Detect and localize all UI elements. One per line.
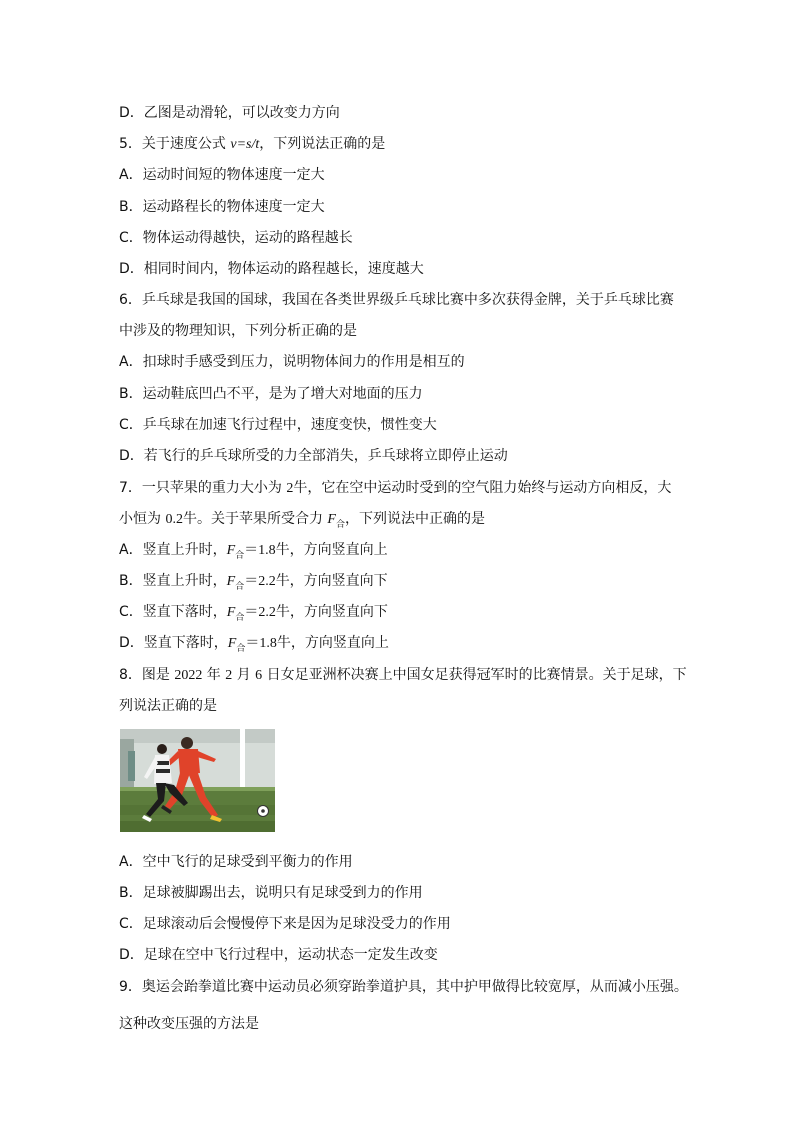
equals-sign: ＝ xyxy=(244,573,259,589)
option-text-2: 牛，方向竖直向下 xyxy=(275,573,388,589)
q8-text-3: 月 xyxy=(232,667,256,683)
q6-option-c: C．乒乓球在加速飞行过程中，速度变快，惯性变大 xyxy=(119,417,437,433)
force-subscript: 合 xyxy=(236,644,246,654)
option-text-2: 牛，方向竖直向上 xyxy=(276,635,389,651)
speed-formula: v=s/t xyxy=(230,137,260,152)
force-value: 2.2 xyxy=(258,605,276,620)
q7-text-3: 小恒为 xyxy=(119,511,166,527)
q6-option-d: D．若飞行的乒乓球所受的力全部消失，乒乓球将立即停止运动 xyxy=(119,448,508,464)
q7-option-c xyxy=(119,603,388,623)
q8-text-4: 日女足亚洲杯决赛上中国女足获得冠军时的比赛情景。关于足球，下 xyxy=(262,667,687,683)
option-text: A．竖直上升时， xyxy=(119,542,227,558)
force-symbol: F xyxy=(327,512,336,527)
force-subscript: 合 xyxy=(235,551,245,561)
option-text: D．竖直下落时， xyxy=(119,635,228,651)
q6-option-b: B．运动鞋底凹凸不平，是为了增大对地面的压力 xyxy=(119,386,423,402)
q8-stem-line1 xyxy=(119,666,687,685)
option-text-2: 牛，方向竖直向下 xyxy=(275,604,388,620)
option-text-2: 牛，方向竖直向上 xyxy=(275,542,388,558)
q7-option-b xyxy=(119,572,388,592)
year: 2022 xyxy=(174,668,203,683)
force-symbol: F xyxy=(226,605,236,620)
force-symbol: F xyxy=(226,543,236,558)
option-text: B．竖直上升时， xyxy=(119,573,227,589)
force-symbol: F xyxy=(226,574,236,589)
q7-stem-line2 xyxy=(119,510,485,530)
q7-text-5: ，下列说法中正确的是 xyxy=(344,511,485,527)
q9-stem-line1: 9．奥运会跆拳道比赛中运动员必须穿跆拳道护具，其中护甲做得比较宽厚，从而减小压强。 xyxy=(119,979,688,995)
q8-text-2: 年 xyxy=(202,667,226,683)
day: 6 xyxy=(255,668,263,683)
month: 2 xyxy=(225,668,233,683)
option-text: C．竖直下落时， xyxy=(119,604,227,620)
q7-text-4: 牛。关于苹果所受合力 xyxy=(182,511,328,527)
force-symbol: F xyxy=(227,636,237,651)
q8-option-d: D．足球在空中飞行过程中，运动状态一定发生改变 xyxy=(119,947,438,963)
q5-stem-text: 5．关于速度公式 xyxy=(119,136,231,152)
q5-option-c: C．物体运动得越快，运动的路程越长 xyxy=(119,230,353,246)
q8-option-a: A．空中飞行的足球受到平衡力的作用 xyxy=(119,854,353,870)
air-resistance-value: 0.2 xyxy=(165,512,183,527)
q7-option-d xyxy=(119,634,389,654)
apple-weight: 2 xyxy=(286,481,294,496)
q8-text: 8．图是 xyxy=(119,667,175,683)
q7-option-a xyxy=(119,541,388,561)
q9-stem-line2: 这种改变压强的方法是 xyxy=(119,1016,259,1032)
force-subscript: 合 xyxy=(235,582,245,592)
q5-option-b: B．运动路程长的物体速度一定大 xyxy=(119,199,325,215)
q8-stem-line2: 列说法正确的是 xyxy=(119,698,217,714)
q6-stem-line2: 中涉及的物理知识，下列分析正确的是 xyxy=(119,323,357,339)
q5-stem-text-2: ，下列说法正确的是 xyxy=(259,136,386,152)
equals-sign: ＝ xyxy=(244,542,259,558)
q7-text: 7．一只苹果的重力大小为 xyxy=(119,480,287,496)
q7-stem-line1 xyxy=(119,479,671,498)
q7-text-2: 牛，它在空中运动时受到的空气阻力始终与运动方向相反，大 xyxy=(293,480,672,496)
q4-option-d: D．乙图是动滑轮，可以改变力方向 xyxy=(119,105,340,121)
q8-option-c: C．足球滚动后会慢慢停下来是因为足球没受力的作用 xyxy=(119,916,451,932)
q5-stem xyxy=(119,135,385,154)
q5-option-a: A．运动时间短的物体速度一定大 xyxy=(119,167,325,183)
force-subscript: 合 xyxy=(235,613,245,623)
equals-sign: ＝ xyxy=(245,635,260,651)
q6-stem-line1: 6．乒乓球是我国的国球，我国在各类世界级乒乓球比赛中多次获得金牌，关于乒乓球比赛 xyxy=(119,292,674,308)
force-value: 1.8 xyxy=(258,543,276,558)
q8-option-b: B．足球被脚踢出去，说明只有足球受到力的作用 xyxy=(119,885,423,901)
equals-sign: ＝ xyxy=(244,604,259,620)
soccer-match-photo xyxy=(120,729,275,832)
force-subscript: 合 xyxy=(335,520,345,530)
q5-option-d: D．相同时间内，物体运动的路程越长，速度越大 xyxy=(119,261,424,277)
force-value: 2.2 xyxy=(258,574,276,589)
q6-option-a: A．扣球时手感受到压力，说明物体间力的作用是相互的 xyxy=(119,354,465,370)
force-value: 1.8 xyxy=(259,636,277,651)
